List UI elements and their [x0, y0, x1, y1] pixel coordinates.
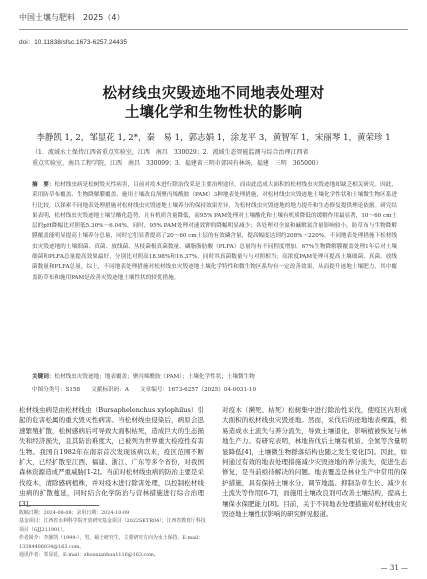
page-number: — 31 —	[380, 564, 408, 572]
article-title-line-1: 松材线虫灾毁迹地不同地表处理对	[102, 86, 325, 102]
footnotes-block	[19, 509, 209, 559]
doi-line: doi：10.11838/sfsc.1673-6257.24435	[19, 39, 127, 46]
abstract-text: 松材线虫病是松树毁灭性病害，目前对疫木进行除治伐采是主要治理途径，而由此造成大面积的松材线虫灾毁迹地却缺乏相关研究。因此，采用防草布覆盖、生物降解膜覆盖、施用土壤改良剂聚丙烯酰胺（PAM）3种地表处理措施，对松材线虫灾毁迹地土壤化学性状和土壤微生物区系进行比较，以探索不同地表处理措施对松材线虫灾毁迹地土壤养分的保持效果差异，为松材线虫灾毁迹地的地力提升和生态修复提供理论依据。研究结果表明，松材线虫灾毁迹地土壤呈酸化趋势，且有机质含量降低，而95% PAM处理对土壤酸化和土壤有机质降低的缓解作用最显著，10～60 cm土层的pH降幅比对照低5.30%～6.04%，同时，95% PAM处理对速效钾的降幅明显减少；各处理对全氮和碱解氮含量影响较小。防草布与生物降解膜覆盖能明显提高土壤养分总量，同时它们显著提高了20～60 cm土层的有效磷含量，提高幅度达到约208%～220%。不同地表处理措施下松材线虫灾毁迹地的土壤细菌、真菌、放线菌、丛枝菌根真菌数量、磷脂脂肪酸（PLFA）总量均有不同程度增加。67%生物降解膜覆盖处理1年后对土壤细菌和PLFA总量提高效果最好，分别比对照高18.98%和16.37%，同时其真菌数量与与对照相当；高浓度PAM处理可提高土壤细菌、真菌、放线菌数量和PLFA总量。综上，不同地表处理措施对松材线虫灾毁迹地土壤化学特性和微生物区系均有一定改善效果，从而提升迹地土壤肥力，其中覆盖防草布和施用PAM是改善灾毁迹地土壤性状的较优措施。	[32, 182, 397, 281]
keywords-text: 松材线虫灾毁迹地；地表覆盖；聚丙烯酰胺（PAM）；土壤化学性状；土壤微生物	[54, 374, 255, 380]
body-column-left: 松材线虫病是由松材线虫（Bursaphelenchus xylophilus）引起的危害松属的重大毁灭性病害。当松材线虫侵染后，病原会迅速繁殖扩散，松树感病后可导致大面积枯死，造成巨大的生态损失和经济损失，且其防治难度大，已被列为世界重大检疫性有害生物。我国自1982年在南京首次发现该病以来，疫区范围不断扩大，已经扩散至江西、福建、浙江、广东等多个省份，对我国森林资源造成严重威胁[1-2]。当前对松材线虫病的防治主要是采伐疫木，清除感病植株，并对疫木进行除害处理，以控制松材线虫病的扩散蔓延，同时结合化学防治与营林措施进行综合治理[3]。	[19, 406, 204, 508]
affiliation-line-2: 重点实验室，南昌工程学院，江西 南昌 330099；3．福建省三明市郊国有林场，福建 三明 365000）	[32, 160, 322, 167]
header-divider	[19, 29, 408, 30]
footnote-divider	[19, 505, 99, 506]
keywords-label: 关键词：	[32, 374, 55, 380]
footnote-fund: 基金项目：江西省水利科学院开放研究基金项目（2022SKTR04）；江西省教育厅科技项目（GJJ211901）。	[19, 518, 206, 533]
journal-header: 中国土壤与肥料 2025（4）	[19, 13, 125, 22]
keywords-block	[32, 372, 397, 380]
footnote-corresponding: 通讯作者：邹显花，E-mail：zhouxianhua1116@163.com。	[19, 552, 159, 559]
author-list: 李静凯 1, 2，邹显花 1, 2*，秦 易 1，郭志娟 1，涂龙平 3，黄智军 1，宋丽琴 1，黄荣珍 1	[36, 133, 391, 143]
footnote-received: 收稿日期：2024-08-08；录用日期：2024-10-09	[19, 510, 130, 516]
classification-line: 中图分类号：S158 文献标识码：A 文章编号：1673-6257（2025）04-0031-10	[32, 387, 257, 393]
footnote-author-bio: 作者简介：李静凯（1999-），男，硕士研究生，主要研究方向为水土保持。E-mail：13384406034@163.com。	[19, 535, 204, 550]
affiliation-line-1: （1．流域水土保持江西省重点实验室，江西 南昌 330029；2．流域生态智能监测与综合治理江西省	[32, 149, 309, 156]
body-column-right: 对疫木（濒死、枯死）松树集中进行除治性采伐，使疫区内形成大面积的松材线虫灾毁迹地。然而，采伐后的迹地地表裸露，极易造成水土流失与养分流失，导致土壤退化，影响植被恢复与林地生产力。有研究表明，林地皆伐后土壤有机质、全氮等含量明显降低[4]，土壤微生物群落结构也随之发生变化[5]。因此，如何通过有效的地表处理措施减少灾毁迹地的养分流失，促进生态修复，是当前亟待解决的问题。地表覆盖是林业生产中常用的保护措施，具有保持土壤水分、调节地温、抑制杂草生长、减少水土流失等作用[6-7]，而施用土壤改良剂可改善土壤结构，提高土壤保水保肥能力[8]。目前，关于不同地表处理措施对松材线虫灾毁迹地土壤性状影响的研究鲜见报道。	[222, 406, 407, 519]
abstract-label: 摘 要：	[32, 182, 55, 188]
abstract-block	[32, 180, 397, 283]
article-title-line-2: 土壤化学和生物性状的影响	[124, 105, 303, 121]
